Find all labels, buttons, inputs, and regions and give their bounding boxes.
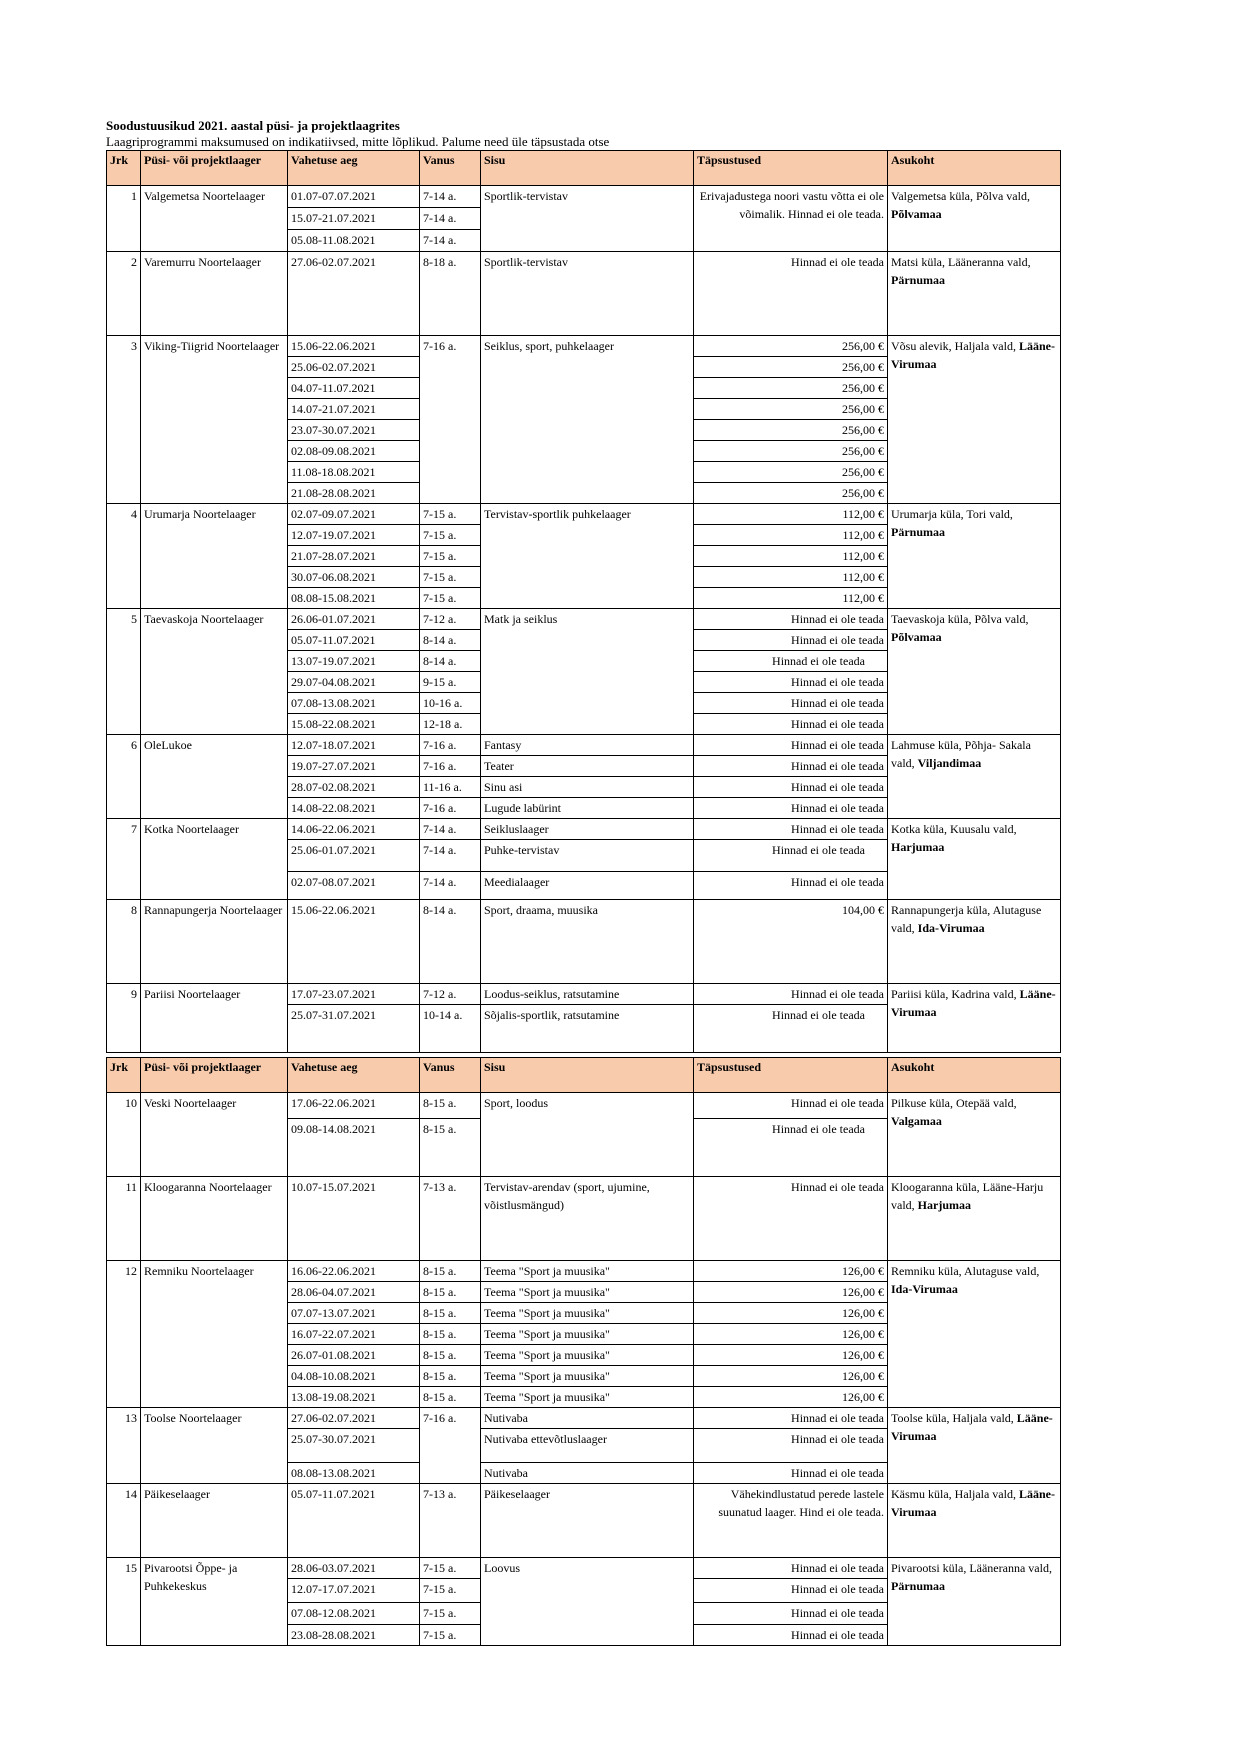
camp-name: Valgemetsa Noortelaager (141, 186, 288, 252)
table-row (107, 1093, 1061, 1119)
column-header: Jrk (107, 1058, 141, 1093)
session-date: 02.07-08.07.2021 (288, 872, 420, 900)
camp-number: 5 (107, 609, 141, 735)
age-range: 7-15 a. (420, 1579, 481, 1603)
session-date: 17.07-23.07.2021 (288, 984, 420, 1005)
session-date: 29.07-04.08.2021 (288, 672, 420, 693)
details-note: 256,00 € (694, 378, 888, 399)
age-range: 8-15 a. (420, 1303, 481, 1324)
details-note: Vähekindlustatud perede lastele suunatud laager. Hind ei ole teada. (694, 1484, 888, 1558)
location-county: Valgamaa (891, 1114, 942, 1128)
details-note: 256,00 € (694, 420, 888, 441)
details-note: Hinnad ei ole teada (694, 735, 888, 756)
content-description: Seiklus, sport, puhkelaager (481, 336, 694, 504)
details-note: Hinnad ei ole teada (694, 1408, 888, 1429)
table-row (107, 609, 1061, 630)
camp-name: Veski Noortelaager (141, 1093, 288, 1177)
details-note: 256,00 € (694, 336, 888, 357)
location (888, 252, 1061, 336)
table-row (107, 1261, 1061, 1282)
camp-number: 7 (107, 819, 141, 900)
location-text: Kotka küla, Kuusalu vald, (891, 822, 1017, 836)
details-note: 104,00 € (694, 900, 888, 984)
location (888, 984, 1061, 1053)
session-date: 30.07-06.08.2021 (288, 567, 420, 588)
session-date: 13.08-19.08.2021 (288, 1387, 420, 1408)
camp-name: Viking-Tiigrid Noortelaager (141, 336, 288, 504)
content-description: Tervistav-sportlik puhkelaager (481, 504, 694, 609)
details-note: 256,00 € (694, 462, 888, 483)
age-range: 7-16 a. (420, 798, 481, 819)
table-row (107, 504, 1061, 525)
age-range: 7-12 a. (420, 609, 481, 630)
session-date: 25.06-02.07.2021 (288, 357, 420, 378)
age-range: 8-15 a. (420, 1366, 481, 1387)
content-description: Nutivaba (481, 1463, 694, 1484)
age-range: 8-15 a. (420, 1324, 481, 1345)
session-date: 15.06-22.06.2021 (288, 336, 420, 357)
column-header: Täpsustused (694, 151, 888, 186)
session-date: 12.07-18.07.2021 (288, 735, 420, 756)
content-description: Teema "Sport ja muusika" (481, 1324, 694, 1345)
location-county: Harjumaa (917, 1198, 971, 1212)
camp-name: Taevaskoja Noortelaager (141, 609, 288, 735)
location-text: Pivarootsi küla, Lääneranna vald, (891, 1561, 1052, 1575)
location-text: Kloogaranna küla, Lääne-Harju vald, (891, 1180, 1044, 1212)
details-note: Hinnad ei ole teada (694, 872, 888, 900)
age-range: 8-15 a. (420, 1345, 481, 1366)
age-range: 7-14 a. (420, 819, 481, 840)
location (888, 504, 1061, 609)
table-header-row (107, 1058, 1061, 1093)
age-range: 7-16 a. (420, 1408, 481, 1484)
details-note: 112,00 € (694, 588, 888, 609)
camp-number: 14 (107, 1484, 141, 1558)
session-date: 26.07-01.08.2021 (288, 1345, 420, 1366)
location-text: Käsmu küla, Haljala vald, (891, 1487, 1016, 1501)
location-text: Urumarja küla, Tori vald, (891, 507, 1013, 521)
age-range: 7-14 a. (420, 230, 481, 252)
details-note: Hinnad ei ole teada (694, 756, 888, 777)
details-note: Hinnad ei ole teada (694, 1603, 888, 1625)
camp-number: 4 (107, 504, 141, 609)
age-range: 11-16 a. (420, 777, 481, 798)
age-range: 7-13 a. (420, 1484, 481, 1558)
details-note: Hinnad ei ole teada (694, 1429, 888, 1463)
details-note: 112,00 € (694, 525, 888, 546)
camp-name: Rannapungerja Noortelaager (141, 900, 288, 984)
column-header: Asukoht (888, 151, 1061, 186)
location-county: Pärnumaa (891, 273, 945, 287)
location (888, 1408, 1061, 1484)
age-range: 8-14 a. (420, 630, 481, 651)
content-description: Teema "Sport ja muusika" (481, 1366, 694, 1387)
column-header: Püsi- või projektlaager (141, 1058, 288, 1093)
details-note: Hinnad ei ole teada (694, 630, 888, 651)
details-note: 126,00 € (694, 1345, 888, 1366)
column-header: Vanus (420, 1058, 481, 1093)
details-note: 256,00 € (694, 441, 888, 462)
table-row (107, 735, 1061, 756)
content-description: Päikeselaager (481, 1484, 694, 1558)
session-date: 10.07-15.07.2021 (288, 1177, 420, 1261)
details-note: 256,00 € (694, 483, 888, 504)
column-header: Asukoht (888, 1058, 1061, 1093)
age-range: 7-13 a. (420, 1177, 481, 1261)
content-description: Teater (481, 756, 694, 777)
details-note: Hinnad ei ole teada (694, 1558, 888, 1579)
details-note: Hinnad ei ole teada (694, 672, 888, 693)
age-range: 7-15 a. (420, 1603, 481, 1625)
details-note: 112,00 € (694, 546, 888, 567)
session-date: 28.07-02.08.2021 (288, 777, 420, 798)
column-header: Jrk (107, 151, 141, 186)
content-description: Loovus (481, 1558, 694, 1646)
age-range: 7-14 a. (420, 872, 481, 900)
session-date: 25.07-30.07.2021 (288, 1429, 420, 1463)
location-county: Viljandimaa (917, 756, 982, 770)
table-row (107, 1484, 1061, 1558)
age-range: 7-15 a. (420, 567, 481, 588)
details-note: Hinnad ei ole teada (694, 1463, 888, 1484)
content-description: Fantasy (481, 735, 694, 756)
location (888, 336, 1061, 504)
content-description: Teema "Sport ja muusika" (481, 1345, 694, 1366)
age-range: 7-15 a. (420, 1625, 481, 1646)
camp-name: Urumarja Noortelaager (141, 504, 288, 609)
details-note: 126,00 € (694, 1366, 888, 1387)
session-date: 05.08-11.08.2021 (288, 230, 420, 252)
camp-number: 10 (107, 1093, 141, 1177)
location-text: Matsi küla, Lääneranna vald, (891, 255, 1031, 269)
age-range: 7-15 a. (420, 588, 481, 609)
content-description: Sportlik-tervistav (481, 252, 694, 336)
content-description: Puhke-tervistav (481, 840, 694, 872)
details-note: Hinnad ei ole teada (694, 252, 888, 336)
content-description: Meedialaager (481, 872, 694, 900)
session-date: 04.07-11.07.2021 (288, 378, 420, 399)
location (888, 735, 1061, 819)
session-date: 01.07-07.07.2021 (288, 186, 420, 208)
table-header-row (107, 151, 1061, 186)
details-note: Hinnad ei ole teada (694, 819, 888, 840)
location (888, 609, 1061, 735)
session-date: 27.06-02.07.2021 (288, 252, 420, 336)
table-row (107, 1177, 1061, 1261)
location-county: Harjumaa (891, 840, 945, 854)
location-county: Lääne-Virumaa (891, 1411, 1053, 1443)
session-date: 15.07-21.07.2021 (288, 208, 420, 230)
document-title: Soodustuusikud 2021. aastal püsi- ja projektlaagrites (106, 118, 400, 133)
camp-number: 12 (107, 1261, 141, 1408)
age-range: 8-15 a. (420, 1119, 481, 1177)
session-date: 05.07-11.07.2021 (288, 1484, 420, 1558)
camp-name: Kotka Noortelaager (141, 819, 288, 900)
details-note: Hinnad ei ole teada (694, 1119, 888, 1177)
session-date: 12.07-17.07.2021 (288, 1579, 420, 1603)
camp-name: Päikeselaager (141, 1484, 288, 1558)
table-row (107, 1408, 1061, 1429)
location-text: Võsu alevik, Haljala vald, (891, 339, 1016, 353)
details-note: 126,00 € (694, 1261, 888, 1282)
age-range: 7-14 a. (420, 208, 481, 230)
details-note: Hinnad ei ole teada (694, 1579, 888, 1603)
location-county: Põlvamaa (891, 630, 942, 644)
content-description: Teema "Sport ja muusika" (481, 1261, 694, 1282)
session-date: 14.06-22.06.2021 (288, 819, 420, 840)
age-range: 10-14 a. (420, 1005, 481, 1053)
table-row (107, 186, 1061, 208)
session-date: 21.07-28.07.2021 (288, 546, 420, 567)
table-row (107, 336, 1061, 357)
session-date: 07.07-13.07.2021 (288, 1303, 420, 1324)
location-text: Toolse küla, Haljala vald, (891, 1411, 1014, 1425)
age-range: 7-14 a. (420, 186, 481, 208)
session-date: 25.06-01.07.2021 (288, 840, 420, 872)
details-note: Hinnad ei ole teada (694, 1177, 888, 1261)
location (888, 1558, 1061, 1646)
column-header: Sisu (481, 151, 694, 186)
age-range: 9-15 a. (420, 672, 481, 693)
location (888, 1484, 1061, 1558)
location-county: Ida-Virumaa (917, 921, 985, 935)
age-range: 10-16 a. (420, 693, 481, 714)
session-date: 27.06-02.07.2021 (288, 1408, 420, 1429)
details-note: 126,00 € (694, 1282, 888, 1303)
session-date: 28.06-04.07.2021 (288, 1282, 420, 1303)
column-header: Vahetuse aeg (288, 151, 420, 186)
location-text: Taevaskoja küla, Põlva vald, (891, 612, 1029, 626)
session-date: 02.08-09.08.2021 (288, 441, 420, 462)
location-text: Pilkuse küla, Otepää vald, (891, 1096, 1017, 1110)
table-row (107, 900, 1061, 984)
session-date: 04.08-10.08.2021 (288, 1366, 420, 1387)
camp-number: 1 (107, 186, 141, 252)
session-date: 17.06-22.06.2021 (288, 1093, 420, 1119)
session-date: 12.07-19.07.2021 (288, 525, 420, 546)
camp-name: Toolse Noortelaager (141, 1408, 288, 1484)
session-date: 08.08-15.08.2021 (288, 588, 420, 609)
location-county: Lääne-Virumaa (891, 1487, 1055, 1519)
location-text: Lahmuse küla, Põhja- Sakala vald, (891, 738, 1031, 770)
age-range: 7-16 a. (420, 735, 481, 756)
location (888, 1093, 1061, 1177)
content-description: Sport, loodus (481, 1093, 694, 1177)
content-description: Sport, draama, muusika (481, 900, 694, 984)
session-date: 19.07-27.07.2021 (288, 756, 420, 777)
content-description: Sõjalis-sportlik, ratsutamine (481, 1005, 694, 1053)
content-description: Matk ja seiklus (481, 609, 694, 735)
age-range: 7-14 a. (420, 840, 481, 872)
column-header: Täpsustused (694, 1058, 888, 1093)
details-note: 126,00 € (694, 1303, 888, 1324)
age-range: 7-15 a. (420, 546, 481, 567)
details-note: Hinnad ei ole teada (694, 714, 888, 735)
camp-number: 15 (107, 1558, 141, 1646)
session-date: 16.06-22.06.2021 (288, 1261, 420, 1282)
camp-number: 13 (107, 1408, 141, 1484)
session-date: 25.07-31.07.2021 (288, 1005, 420, 1053)
details-note: 126,00 € (694, 1324, 888, 1345)
content-description: Nutivaba ettevõtluslaager (481, 1429, 694, 1463)
session-date: 23.08-28.08.2021 (288, 1625, 420, 1646)
session-date: 15.06-22.06.2021 (288, 900, 420, 984)
camp-name: OleLukoe (141, 735, 288, 819)
session-date: 07.08-13.08.2021 (288, 693, 420, 714)
content-description: Sportlik-tervistav (481, 186, 694, 252)
table-row (107, 984, 1061, 1005)
details-note: Hinnad ei ole teada (694, 1005, 888, 1053)
location-county: Lääne-Virumaa (891, 987, 1056, 1019)
table-row (107, 819, 1061, 840)
content-description: Sinu asi (481, 777, 694, 798)
session-date: 14.08-22.08.2021 (288, 798, 420, 819)
location-county: Ida-Virumaa (891, 1282, 958, 1296)
details-note: 112,00 € (694, 504, 888, 525)
age-range: 8-18 a. (420, 252, 481, 336)
content-description: Lugude labürint (481, 798, 694, 819)
session-date: 15.08-22.08.2021 (288, 714, 420, 735)
camps-table (106, 150, 1061, 1646)
details-note: Hinnad ei ole teada (694, 693, 888, 714)
details-note: 256,00 € (694, 357, 888, 378)
age-range: 8-15 a. (420, 1093, 481, 1119)
document-subtitle: Laagriprogrammi maksumused on indikatiivsed, mitte lõplikud. Palume need üle täpsustada otse (106, 134, 610, 149)
table-row (107, 1558, 1061, 1579)
details-note: Hinnad ei ole teada (694, 798, 888, 819)
location-text: Rannapungerja küla, Alutaguse vald, (891, 903, 1042, 935)
camp-number: 2 (107, 252, 141, 336)
content-description: Seikluslaager (481, 819, 694, 840)
details-note: Hinnad ei ole teada (694, 651, 888, 672)
column-header: Vanus (420, 151, 481, 186)
content-description: Teema "Sport ja muusika" (481, 1387, 694, 1408)
session-date: 14.07-21.07.2021 (288, 399, 420, 420)
details-note: Hinnad ei ole teada (694, 777, 888, 798)
column-header: Püsi- või projektlaager (141, 151, 288, 186)
details-note: Hinnad ei ole teada (694, 1093, 888, 1119)
session-date: 11.08-18.08.2021 (288, 462, 420, 483)
details-note: Hinnad ei ole teada (694, 1625, 888, 1646)
location-text: Pariisi küla, Kadrina vald, (891, 987, 1017, 1001)
camp-name: Remniku Noortelaager (141, 1261, 288, 1408)
camp-name: Kloogaranna Noortelaager (141, 1177, 288, 1261)
session-date: 13.07-19.07.2021 (288, 651, 420, 672)
age-range: 7-15 a. (420, 525, 481, 546)
age-range: 7-12 a. (420, 984, 481, 1005)
location-county: Põlvamaa (891, 207, 942, 221)
age-range: 8-14 a. (420, 651, 481, 672)
session-date: 08.08-13.08.2021 (288, 1463, 420, 1484)
location (888, 186, 1061, 252)
location (888, 1177, 1061, 1261)
age-range: 8-15 a. (420, 1282, 481, 1303)
location-county: Lääne-Virumaa (891, 339, 1055, 371)
column-header: Sisu (481, 1058, 694, 1093)
details-note: Hinnad ei ole teada (694, 609, 888, 630)
content-description: Teema "Sport ja muusika" (481, 1282, 694, 1303)
session-date: 05.07-11.07.2021 (288, 630, 420, 651)
location (888, 900, 1061, 984)
session-date: 16.07-22.07.2021 (288, 1324, 420, 1345)
location (888, 819, 1061, 900)
camp-number: 6 (107, 735, 141, 819)
camp-number: 8 (107, 900, 141, 984)
age-range: 7-16 a. (420, 756, 481, 777)
camp-name: Pariisi Noortelaager (141, 984, 288, 1053)
location-text: Remniku küla, Alutaguse vald, (891, 1264, 1040, 1278)
location-text: Valgemetsa küla, Põlva vald, (891, 189, 1030, 203)
camp-name: Pivarootsi Õppe- ja Puhkekeskus (141, 1558, 288, 1646)
document (106, 118, 1060, 1646)
details-note: Hinnad ei ole teada (694, 840, 888, 872)
content-description: Loodus-seiklus, ratsutamine (481, 984, 694, 1005)
column-header: Vahetuse aeg (288, 1058, 420, 1093)
age-range: 7-15 a. (420, 504, 481, 525)
details-note: Erivajadustega noori vastu võtta ei ole võimalik. Hinnad ei ole teada. (694, 186, 888, 252)
content-description: Teema "Sport ja muusika" (481, 1303, 694, 1324)
content-description: Nutivaba (481, 1408, 694, 1429)
location (888, 1261, 1061, 1408)
details-note: 126,00 € (694, 1387, 888, 1408)
session-date: 02.07-09.07.2021 (288, 504, 420, 525)
camp-name: Varemurru Noortelaager (141, 252, 288, 336)
session-date: 23.07-30.07.2021 (288, 420, 420, 441)
details-note: 112,00 € (694, 567, 888, 588)
age-range: 7-16 a. (420, 336, 481, 504)
camp-number: 9 (107, 984, 141, 1053)
age-range: 8-15 a. (420, 1387, 481, 1408)
age-range: 8-15 a. (420, 1261, 481, 1282)
age-range: 7-15 a. (420, 1558, 481, 1579)
session-date: 26.06-01.07.2021 (288, 609, 420, 630)
session-date: 28.06-03.07.2021 (288, 1558, 420, 1579)
session-date: 21.08-28.08.2021 (288, 483, 420, 504)
details-note: Hinnad ei ole teada (694, 984, 888, 1005)
location-county: Pärnumaa (891, 525, 945, 539)
camp-number: 11 (107, 1177, 141, 1261)
location-county: Pärnumaa (891, 1579, 945, 1593)
session-date: 07.08-12.08.2021 (288, 1603, 420, 1625)
session-date: 09.08-14.08.2021 (288, 1119, 420, 1177)
table-row (107, 252, 1061, 336)
details-note: 256,00 € (694, 399, 888, 420)
camp-number: 3 (107, 336, 141, 504)
age-range: 12-18 a. (420, 714, 481, 735)
age-range: 8-14 a. (420, 900, 481, 984)
content-description: Tervistav-arendav (sport, ujumine, võistlusmängud) (481, 1177, 694, 1261)
